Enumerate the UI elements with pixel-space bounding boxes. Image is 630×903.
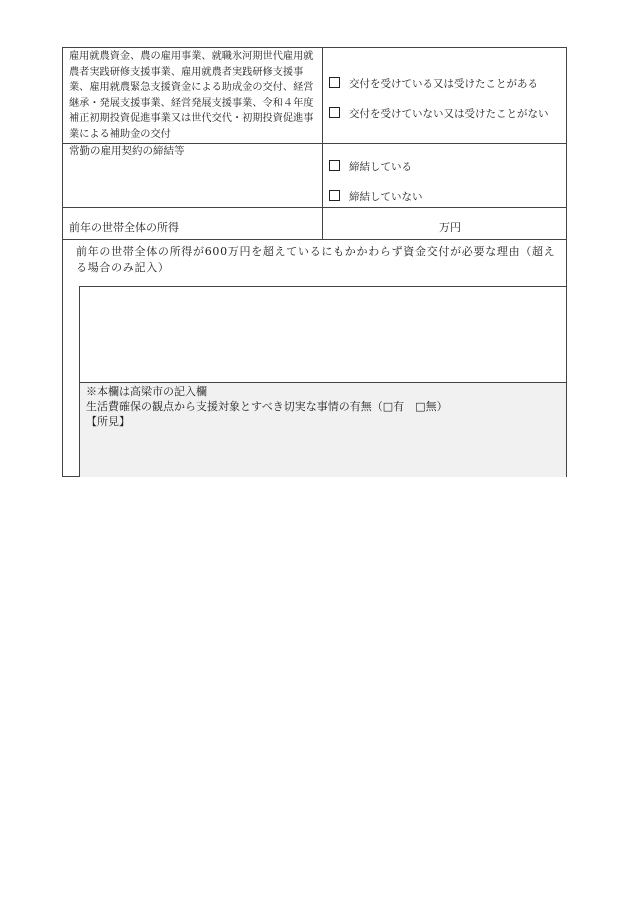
office-use-title: ※本欄は高梁市の記入欄 xyxy=(86,385,207,398)
checkbox-icon[interactable] xyxy=(329,107,340,118)
contract-concluded-option[interactable]: 締結している xyxy=(329,159,412,174)
checkbox-icon[interactable] xyxy=(329,190,340,201)
subsidy-received-option[interactable]: 交付を受けている又は受けたことがある xyxy=(329,76,538,91)
household-income-label: 前年の世帯全体の所得 xyxy=(69,221,179,234)
contract-not-concluded-option[interactable]: 締結していない xyxy=(329,189,423,204)
subsidy-not-received-option[interactable]: 交付を受けていない又は受けたことがない xyxy=(329,106,549,121)
household-income-unit: 万円 xyxy=(439,221,461,234)
income-reason-label: 前年の世帯全体の所得が600万円を超えているにもかかわらず資金交付が必要な理由（超える場合のみ記入） xyxy=(76,245,556,274)
checkbox-icon[interactable] xyxy=(329,160,340,171)
office-use-question: 生活費確保の観点から支援対象とすべき切実な事情の有無（□有 □無） xyxy=(86,400,448,413)
application-form-table xyxy=(62,47,567,477)
subsidy-history-label: 雇用就農資金、農の雇用事業、就職氷河期世代雇用就農者実践研修支援事業、雇用就農者実践研修支援事業、雇用就農緊急支援資金による助成金の交付、経営継承・発展支援事業、経営発展支援事業、令和４年度補正初期投資促進事業又は世代交代・初期投資促進事業による補助金の交付 xyxy=(69,51,314,140)
employment-contract-label: 常勤の雇用契約の締結等 xyxy=(69,145,185,157)
checkbox-icon[interactable] xyxy=(329,77,340,88)
office-opinion-label: 【所見】 xyxy=(86,415,130,428)
reason-input-area[interactable] xyxy=(80,287,566,382)
